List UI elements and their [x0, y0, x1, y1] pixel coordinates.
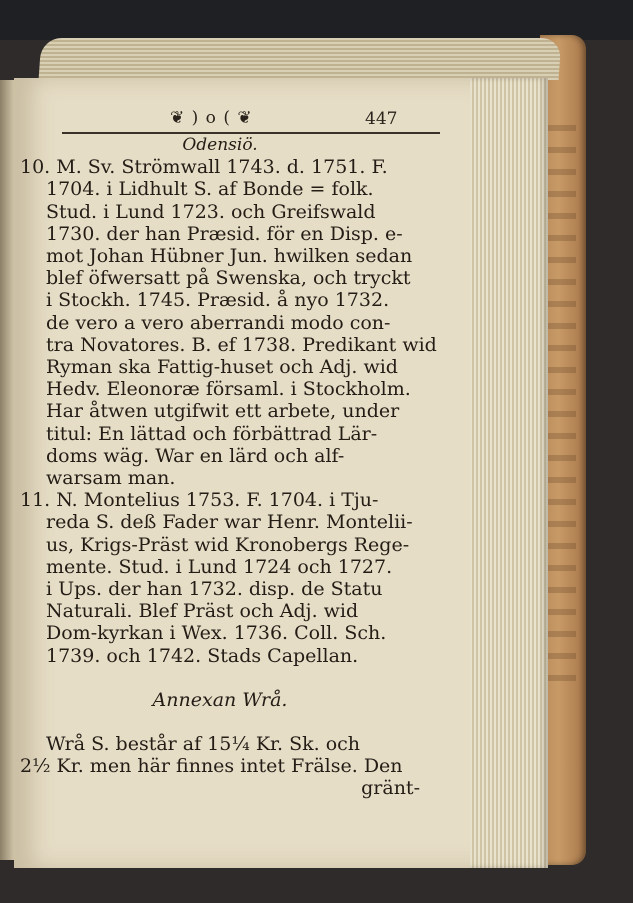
- text-line: Ryman ska Fattig-huset och Adj. wid: [46, 356, 398, 379]
- text-line: doms wäg. War en lärd och alf-: [46, 444, 345, 467]
- text-line: i Stockh. 1745. Præsid. å nyo 1732.: [46, 289, 390, 312]
- spacer: [20, 667, 420, 689]
- catchword: gränt-: [361, 777, 420, 800]
- text-line: warsam man.: [46, 467, 176, 490]
- text-line: Wrå S. består af 15¼ Kr. Sk. och: [46, 733, 361, 756]
- page-text: [20, 134, 437, 800]
- page-edges-top: [39, 38, 562, 80]
- text-line: reda S. deß Fader war Henr. Montelii-: [46, 511, 413, 534]
- text-line: i Ups. der han 1732. disp. de Statu: [46, 578, 383, 601]
- text-line: us, Krigs-Präst wid Kronobergs Rege-: [46, 533, 410, 556]
- text-line: Dom-kyrkan i Wex. 1736. Coll. Sch.: [46, 622, 387, 645]
- text-line: blef öfwersatt på Swenska, och tryckt: [46, 267, 411, 290]
- text-line: 10. M. Sv. Strömwall 1743. d. 1751. F.: [20, 156, 388, 179]
- page-header: [40, 108, 410, 134]
- spacer: [20, 711, 420, 733]
- text-line: titul: En lättad och förbättrad Lär-: [46, 422, 378, 445]
- text-line: mot Johan Hübner Jun. hwilken sedan: [46, 245, 413, 268]
- text-line: Hedv. Eleonoræ församl. i Stockholm.: [46, 378, 411, 401]
- text-line: Har åtwen utgifwit ett arbete, under: [46, 400, 400, 423]
- text-line: 1739. och 1742. Stads Capellan.: [46, 644, 359, 667]
- subtitle: Odensiö.: [182, 135, 258, 155]
- text-line: tra Novatores. B. ef 1738. Predikant wid: [46, 333, 437, 356]
- text-line: 2½ Kr. men här finnes intet Frälse. Den: [20, 755, 403, 778]
- text-line: de vero a vero aberrandi modo con-: [46, 311, 391, 334]
- text-line: 1704. i Lidhult S. af Bonde = folk.: [46, 178, 374, 201]
- text-line: 1730. der han Præsid. för en Disp. e-: [46, 222, 403, 245]
- page-block-edge: [470, 78, 548, 868]
- text-line: Stud. i Lund 1723. och Greifswald: [46, 200, 376, 223]
- text-line: Naturali. Blef Präst och Adj. wid: [46, 600, 359, 623]
- text-line: mente. Stud. i Lund 1724 och 1727.: [46, 555, 393, 578]
- text-line: 11. N. Montelius 1753. F. 1704. i Tju-: [20, 489, 379, 512]
- page-number: 447: [365, 109, 398, 129]
- header-ornament: ❦ ) o ( ❦: [170, 108, 253, 128]
- section-title: Annexan Wrå.: [152, 688, 288, 711]
